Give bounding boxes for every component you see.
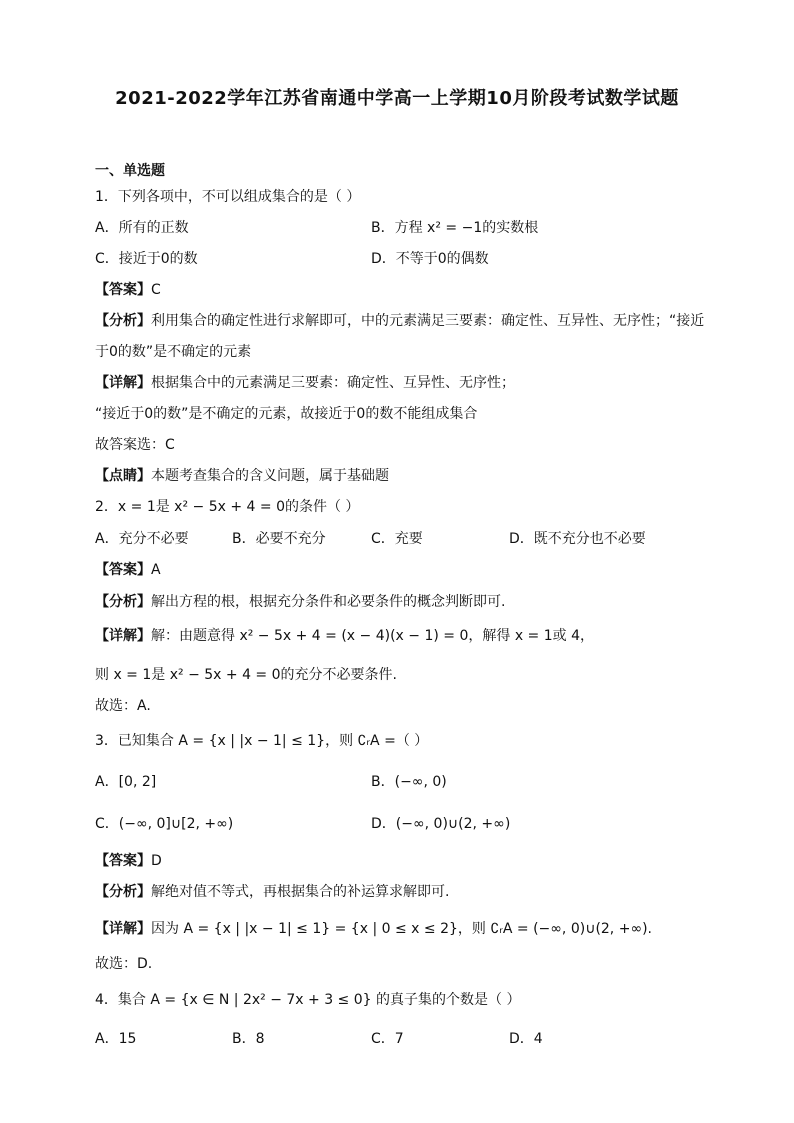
q1-analysis-text-2: 于0的数”是不确定的元素 <box>95 344 252 360</box>
q3-answer <box>95 851 162 871</box>
q2-option-d: D．既不充分也不必要 <box>509 531 646 547</box>
analysis-tag: 【分析】 <box>95 884 151 900</box>
detail-tag: 【详解】 <box>95 628 151 644</box>
analysis-tag: 【分析】 <box>95 594 151 610</box>
answer-tag: 【答案】 <box>95 853 151 869</box>
detail-tag: 【详解】 <box>95 921 151 937</box>
q3-option-c: C．(−∞, 0]∪[2, +∞) <box>95 816 234 832</box>
q3-stem: 3．已知集合 A = {x | |x − 1| ≤ 1}，则 ∁ᵣA =（ ） <box>95 733 429 749</box>
q3-option-a: A．[0, 2] <box>95 774 157 790</box>
q1-option-a: A．所有的正数 <box>95 220 189 236</box>
q1-detail-text-1: 根据集合中的元素满足三要素：确定性、互异性、无序性； <box>151 375 515 391</box>
q3-detail <box>95 919 652 939</box>
detail-tag: 【详解】 <box>95 375 151 391</box>
q1-answer <box>95 280 161 300</box>
page-title: 2021-2022学年江苏省南通中学高一上学期10月阶段考试数学试题 <box>115 88 679 109</box>
q2-detail-text-2: 则 x = 1是 x² − 5x + 4 = 0的充分不必要条件. <box>95 667 397 683</box>
q1-answer-value: C <box>151 282 161 298</box>
q2-answer-value: A <box>151 562 161 578</box>
q2-analysis <box>95 592 505 612</box>
q2-analysis-text: 解出方程的根，根据充分条件和必要条件的概念判断即可. <box>151 594 506 610</box>
q1-detail <box>95 373 515 393</box>
q2-option-b: B．必要不充分 <box>232 531 326 547</box>
q4-option-b: B．8 <box>232 1031 265 1047</box>
q1-stem: 1．下列各项中，不可以组成集合的是（ ） <box>95 189 361 205</box>
q2-conclusion: 故选：A. <box>95 698 151 714</box>
q3-option-b: B．(−∞, 0) <box>371 774 447 790</box>
q1-option-d: D．不等于0的偶数 <box>371 251 489 267</box>
q1-analysis <box>95 311 704 331</box>
q3-option-d: D．(−∞, 0)∪(2, +∞) <box>371 816 511 832</box>
q3-conclusion: 故选：D. <box>95 956 153 972</box>
answer-tag: 【答案】 <box>95 562 151 578</box>
q1-option-b: B．方程 x² = −1的实数根 <box>371 220 539 236</box>
q1-detail-text-2: “接近于0的数”是不确定的元素，故接近于0的数不能组成集合 <box>95 406 478 422</box>
answer-tag: 【答案】 <box>95 282 151 298</box>
q3-analysis <box>95 882 449 902</box>
q4-stem: 4．集合 A = {x ∈ N | 2x² − 7x + 3 ≤ 0} 的真子集的个数是（ ） <box>95 992 521 1008</box>
q1-analysis-text-1: 利用集合的确定性进行求解即可，中的元素满足三要素：确定性、互异性、无序性；“接近 <box>151 313 705 329</box>
q3-analysis-text: 解绝对值不等式，再根据集合的补运算求解即可. <box>151 884 450 900</box>
q2-answer <box>95 560 161 580</box>
q2-option-c: C．充要 <box>371 531 423 547</box>
q1-comment <box>95 466 389 486</box>
q2-stem: 2．x = 1是 x² − 5x + 4 = 0的条件（ ） <box>95 499 360 515</box>
q2-detail-text-1: 解：由题意得 x² − 5x + 4 = (x − 4)(x − 1) = 0，解得 x = 1或 4， <box>151 628 595 644</box>
analysis-tag: 【分析】 <box>95 313 151 329</box>
q1-option-c: C．接近于0的数 <box>95 251 198 267</box>
q3-answer-value: D <box>151 853 162 869</box>
q1-conclusion: 故答案选：C <box>95 437 175 453</box>
q4-option-d: D．4 <box>509 1031 543 1047</box>
comment-tag: 【点睛】 <box>95 468 151 484</box>
q2-option-a: A．充分不必要 <box>95 531 189 547</box>
q4-option-a: A．15 <box>95 1031 137 1047</box>
q3-detail-text: 因为 A = {x | |x − 1| ≤ 1} = {x | 0 ≤ x ≤ 2}，则 ∁ᵣA = (−∞, 0)∪(2, +∞). <box>151 921 653 937</box>
q2-detail <box>95 626 594 646</box>
q4-option-c: C．7 <box>371 1031 404 1047</box>
section-heading: 一、单选题 <box>95 163 165 179</box>
q1-comment-text: 本题考查集合的含义问题，属于基础题 <box>151 468 389 484</box>
